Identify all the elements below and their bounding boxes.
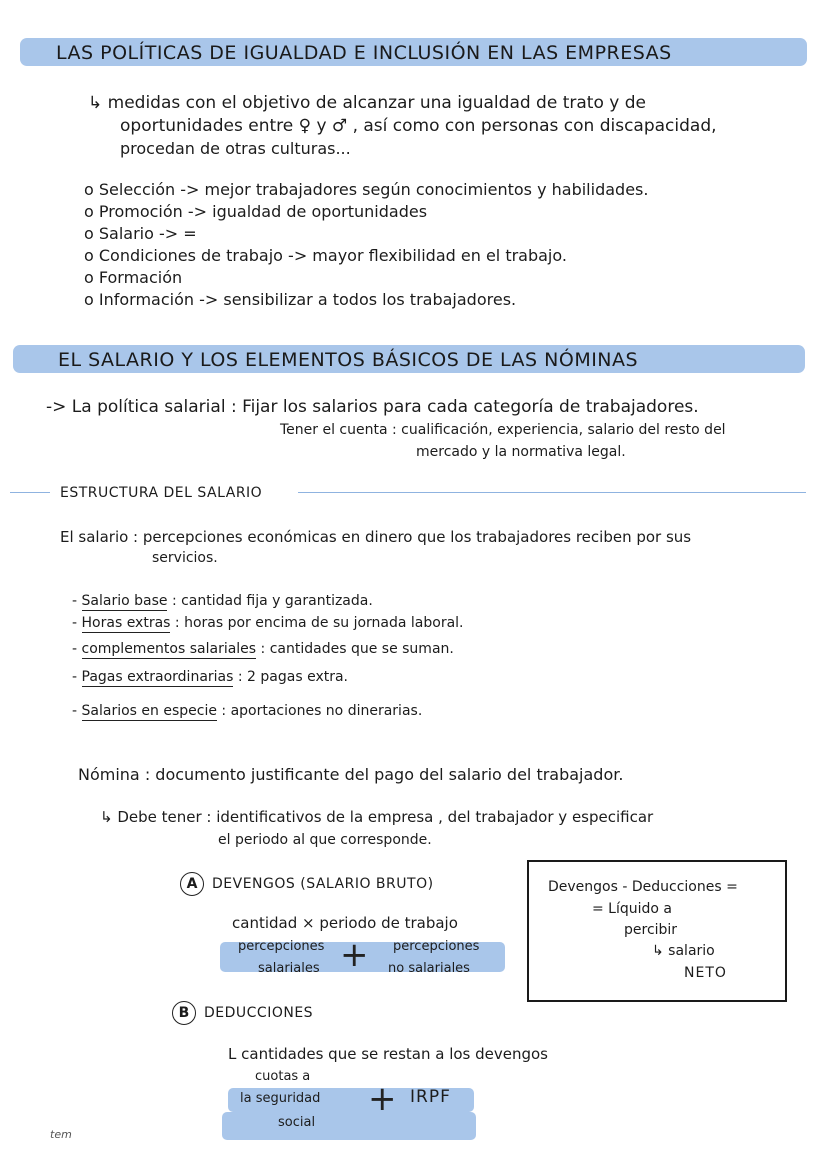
devengos-heading <box>180 872 434 896</box>
item-desc: : horas por encima de su jornada laboral. <box>174 615 464 631</box>
plus-sign: + <box>340 935 369 975</box>
salary-policy-sub-2: mercado y la normativa legal. <box>416 444 626 460</box>
list-item: o Selección -> mejor trabajadores según conocimientos y habilidades. <box>84 180 649 199</box>
box-line-5: NETO <box>684 965 727 981</box>
item-term: complementos salariales <box>81 641 257 657</box>
deducciones-highlight-bottom <box>222 1112 476 1140</box>
item-term: Pagas extraordinarias <box>81 669 234 685</box>
section1-title: LAS POLÍTICAS DE IGUALDAD E INCLUSIÓN EN LAS EMPRESAS <box>56 42 672 64</box>
irpf-label: IRPF <box>410 1087 451 1107</box>
deducciones-heading <box>172 1001 313 1025</box>
list-item: - Pagas extraordinarias : 2 pagas extra. <box>72 669 349 685</box>
letter-a-badge: A <box>180 872 204 896</box>
percepciones-salariales-1: percepciones <box>238 939 325 954</box>
plus-sign: + <box>368 1079 397 1119</box>
box-line-2: = Líquido a <box>592 901 673 917</box>
section1-intro-line-3: procedan de otras culturas... <box>120 139 351 158</box>
deducciones-title: DEDUCCIONES <box>204 1005 314 1021</box>
list-item: o Salario -> = <box>84 224 197 243</box>
item-desc: : aportaciones no dinerarias. <box>221 703 423 719</box>
box-line-3: percibir <box>624 922 678 938</box>
bullet-text: Formación <box>98 268 183 287</box>
bullet-text: Promoción -> igualdad de oportunidades <box>98 202 428 221</box>
bullet-text: Selección -> mejor trabajadores según conocimientos y habilidades. <box>98 180 649 199</box>
cuotas-line-2: la seguridad <box>240 1091 321 1106</box>
item-term: Horas extras <box>81 615 171 631</box>
salario-definition-2: servicios. <box>152 550 218 566</box>
nomina-debe-tener-1: ↳ Debe tener : identificativos de la empresa , del trabajador y especificar <box>100 808 654 826</box>
section1-intro-line-1: ↳ medidas con el objetivo de alcanzar una igualdad de trato y de <box>88 93 646 113</box>
cuotas-line-3: social <box>278 1115 316 1130</box>
box-line-1: Devengos - Deducciones = <box>548 879 738 895</box>
salary-policy-line: -> La política salarial : Fijar los salarios para cada categoría de trabajadores. <box>46 397 699 417</box>
estructura-heading: ESTRUCTURA DEL SALARIO <box>60 485 263 501</box>
item-desc: : cantidades que se suman. <box>260 641 454 657</box>
list-item: - complementos salariales : cantidades que se suman. <box>72 641 454 657</box>
devengos-formula: cantidad × periodo de trabajo <box>232 914 458 932</box>
percepciones-no-salariales-2: no salariales <box>388 961 470 976</box>
item-desc: : 2 pagas extra. <box>237 669 349 685</box>
letter-b-badge: B <box>172 1001 196 1025</box>
item-term: Salario base <box>81 593 168 609</box>
list-item: - Horas extras : horas por encima de su jornada laboral. <box>72 615 464 631</box>
salario-definition-1: El salario : percepciones económicas en dinero que los trabajadores reciben por sus <box>60 528 692 546</box>
salary-policy-sub-1: Tener el cuenta : cualificación, experiencia, salario del resto del <box>280 422 726 438</box>
box-line-4: ↳ salario <box>652 943 715 959</box>
signature: tem <box>50 1128 72 1141</box>
list-item: o Información -> sensibilizar a todos los trabajadores. <box>84 290 517 309</box>
nomina-definition: Nómina : documento justificante del pago del salario del trabajador. <box>78 765 624 784</box>
item-term: Salarios en especie <box>81 703 217 719</box>
list-item: - Salarios en especie : aportaciones no dinerarias. <box>72 703 423 719</box>
divider-right <box>298 492 806 493</box>
percepciones-salariales-2: salariales <box>258 961 320 976</box>
percepciones-no-salariales-1: percepciones <box>393 939 480 954</box>
section1-intro-line-2: oportunidades entre ♀ y ♂ , así como con personas con discapacidad, <box>120 116 717 136</box>
deducciones-line: L cantidades que se restan a los devengos <box>228 1045 548 1063</box>
bullet-text: Salario -> = <box>98 224 197 243</box>
nomina-debe-tener-2: el periodo al que corresponde. <box>218 832 432 848</box>
cuotas-line-1: cuotas a <box>255 1069 311 1084</box>
item-desc: : cantidad fija y garantizada. <box>171 593 373 609</box>
list-item: o Formación <box>84 268 183 287</box>
devengos-title: DEVENGOS (SALARIO BRUTO) <box>212 876 434 892</box>
list-item: o Condiciones de trabajo -> mayor flexibilidad en el trabajo. <box>84 246 567 265</box>
section2-title: EL SALARIO Y LOS ELEMENTOS BÁSICOS DE LAS NÓMINAS <box>58 349 639 371</box>
list-item: - Salario base : cantidad fija y garantizada. <box>72 593 373 609</box>
bullet-text: Información -> sensibilizar a todos los trabajadores. <box>98 290 517 309</box>
divider-left <box>10 492 50 493</box>
list-item: o Promoción -> igualdad de oportunidades <box>84 202 428 221</box>
bullet-text: Condiciones de trabajo -> mayor flexibilidad en el trabajo. <box>98 246 567 265</box>
